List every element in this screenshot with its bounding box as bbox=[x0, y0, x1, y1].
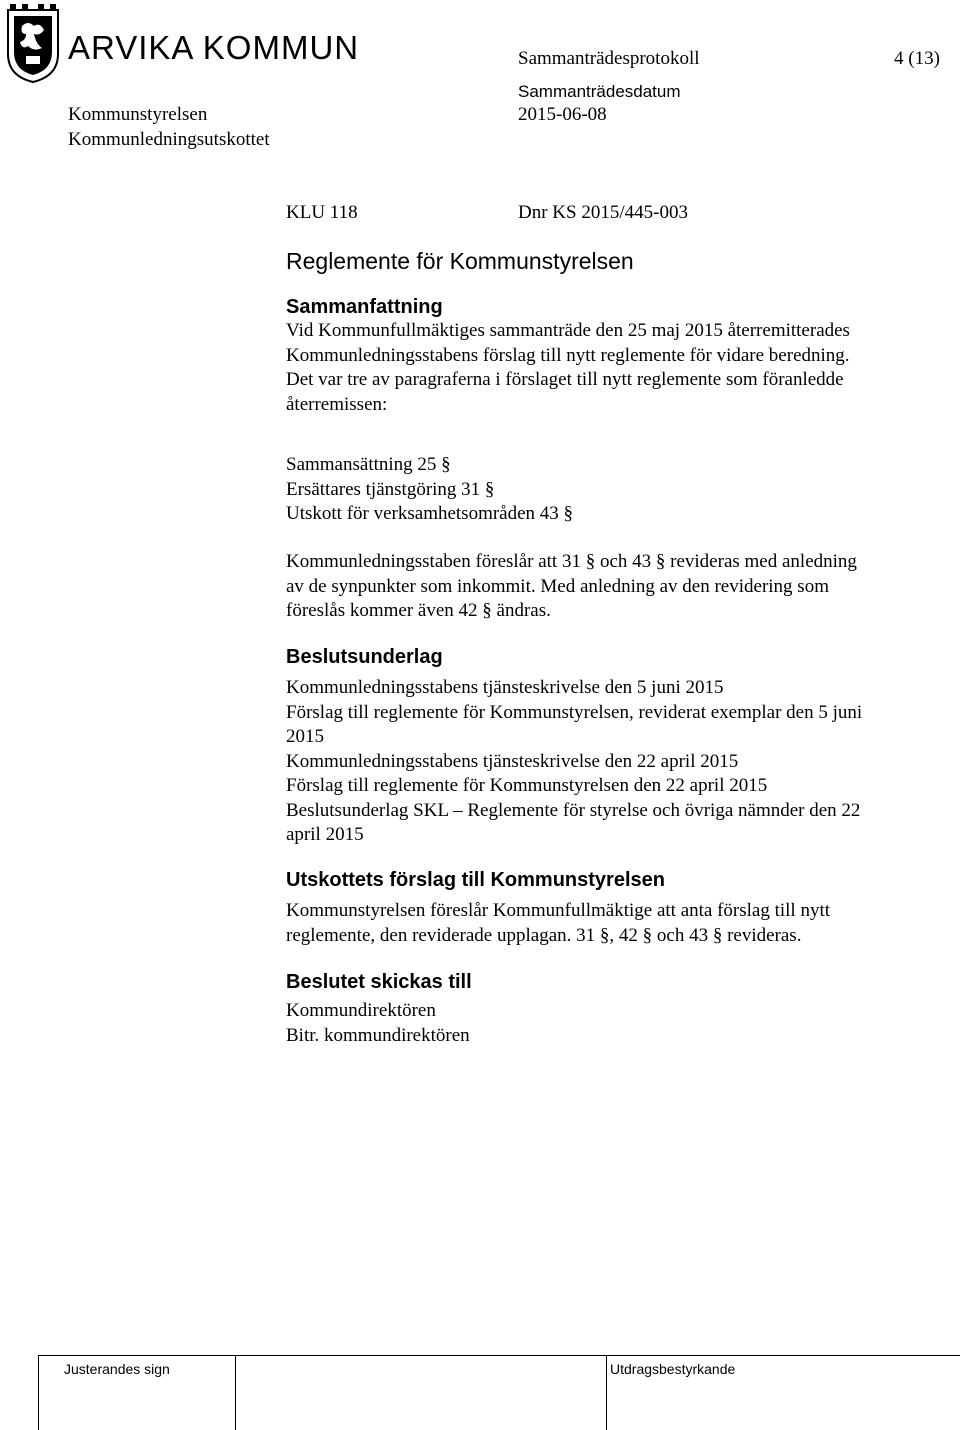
recipient: Kommundirektören bbox=[286, 1000, 436, 1021]
list-item: Kommunledningsstabens tjänsteskrivelse den 5 juni 2015 bbox=[286, 677, 724, 698]
case-title: Reglemente för Kommunstyrelsen bbox=[286, 248, 634, 274]
footer-divider-1 bbox=[38, 1355, 39, 1430]
org-name: Kommunstyrelsen bbox=[68, 104, 208, 125]
list-item: Kommunledningsstabens tjänsteskrivelse den 22 april 2015 bbox=[286, 750, 739, 772]
committee-proposal bbox=[286, 899, 830, 948]
section-heading-forslag: Utskottets förslag till Kommunstyrelsen bbox=[286, 869, 665, 891]
committee-name: Kommunledningsutskottet bbox=[68, 129, 270, 150]
list-item: Utskott för verksamhetsområden 43 § bbox=[286, 503, 574, 524]
meeting-date: 2015-06-08 bbox=[518, 104, 607, 125]
proposal-paragraph bbox=[286, 550, 857, 624]
text-line: Det var tre av paragraferna i förslaget till nytt reglemente som föranledde bbox=[286, 369, 844, 390]
text-line: Kommunstyrelsen föreslår Kommunfullmäktige att anta förslag till nytt bbox=[286, 900, 831, 921]
list-item: Ersättares tjänstgöring 31 § bbox=[286, 478, 495, 500]
text-line: av de synpunkter som inkommit. Med anledning av den revidering som bbox=[286, 575, 829, 597]
document-type: Sammanträdesprotokoll bbox=[518, 48, 700, 69]
text-line: föreslås kommer även 42 § ändras. bbox=[286, 600, 551, 621]
text-line: reglemente, den reviderade upplagan. 31 §, 42 § och 43 § revideras. bbox=[286, 924, 802, 946]
recipient: Bitr. kommundirektören bbox=[286, 1024, 470, 1046]
date-label: Sammanträdesdatum bbox=[518, 82, 681, 101]
footer-label-utdragsbestyrkande: Utdragsbestyrkande bbox=[610, 1361, 736, 1377]
list-item: Förslag till reglemente för Kommunstyrelsen den 22 april 2015 bbox=[286, 775, 768, 796]
text-line: Vid Kommunfullmäktiges sammanträde den 25 maj 2015 återremitterades bbox=[286, 320, 850, 341]
text-line: Kommunledningsstabens förslag till nytt reglemente för vidare beredning. bbox=[286, 344, 850, 366]
section-heading-sammanfattning: Sammanfattning bbox=[286, 296, 443, 318]
text-line: återremissen: bbox=[286, 393, 388, 415]
text-line: Kommunledningsstaben föreslår att 31 § och 43 § revideras med anledning bbox=[286, 551, 857, 572]
summary-paragraph bbox=[286, 319, 850, 417]
section-heading-skickas: Beslutet skickas till bbox=[286, 971, 472, 993]
footer-label-justerandes-sign: Justerandes sign bbox=[64, 1361, 170, 1377]
footer-divider-2 bbox=[235, 1355, 236, 1430]
list-item: Beslutsunderlag SKL – Reglemente för styrelse och övriga nämnder den 22 bbox=[286, 799, 861, 821]
section-heading-beslutsunderlag: Beslutsunderlag bbox=[286, 646, 443, 668]
list-item: Förslag till reglemente för Kommunstyrelsen, reviderat exemplar den 5 juni bbox=[286, 701, 863, 723]
footer-divider-3 bbox=[606, 1355, 607, 1430]
paragraph-list bbox=[286, 453, 573, 527]
coat-of-arms-logo bbox=[4, 4, 62, 84]
case-number: KLU 118 bbox=[286, 202, 358, 223]
decision-basis-list bbox=[286, 676, 862, 848]
recipients-list bbox=[286, 999, 470, 1048]
list-item: 2015 bbox=[286, 726, 324, 747]
logo-wordmark: ARVIKA KOMMUN bbox=[68, 29, 360, 66]
list-item: Sammansättning 25 § bbox=[286, 454, 451, 475]
page-number: 4 (13) bbox=[894, 48, 940, 69]
list-item: april 2015 bbox=[286, 824, 364, 845]
footer-top-rule bbox=[38, 1355, 960, 1356]
diary-number: Dnr KS 2015/445-003 bbox=[518, 202, 688, 223]
